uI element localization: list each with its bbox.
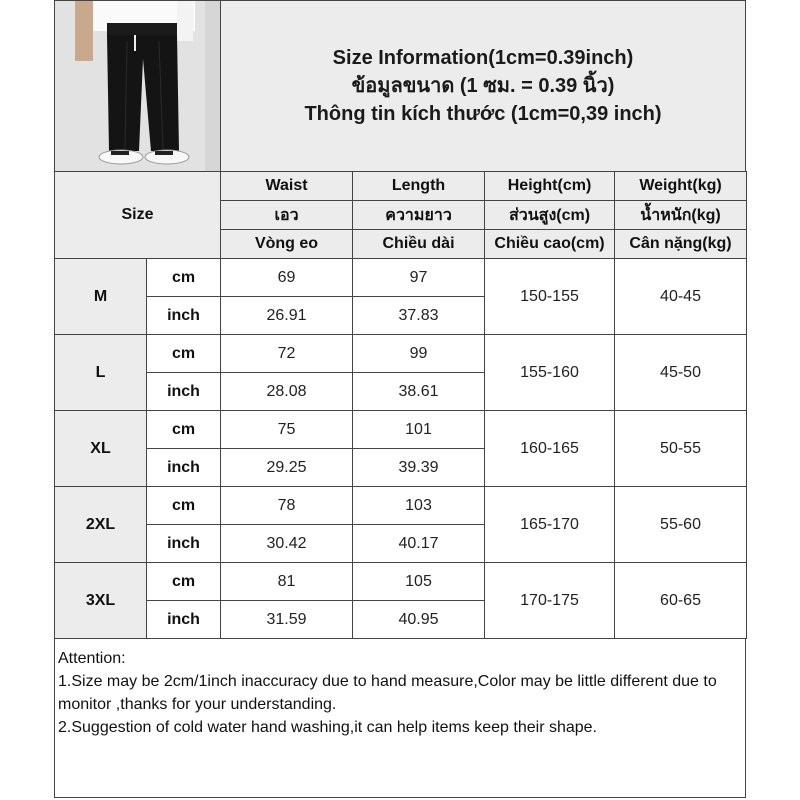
col-waist-vi: Vòng eo: [221, 230, 353, 259]
length-cm: 103: [353, 487, 485, 525]
length-cm: 105: [353, 563, 485, 601]
length-inch: 40.17: [353, 525, 485, 563]
col-height-vi: Chiều cao(cm): [485, 230, 615, 259]
col-weight-vi: Cân nặng(kg): [615, 230, 747, 259]
col-height-en: Height(cm): [485, 172, 615, 201]
weight-range: 60-65: [615, 563, 747, 639]
waist-inch: 31.59: [221, 601, 353, 639]
size-label: 2XL: [55, 487, 147, 563]
weight-range: 50-55: [615, 411, 747, 487]
height-range: 150-155: [485, 259, 615, 335]
notes-line-2: 2.Suggestion of cold water hand washing,it can help items keep their shape.: [58, 719, 597, 736]
waist-cm: 78: [221, 487, 353, 525]
length-cm: 97: [353, 259, 485, 297]
weight-range: 40-45: [615, 259, 747, 335]
unit-inch: inch: [147, 601, 221, 639]
unit-inch: inch: [147, 449, 221, 487]
unit-cm: cm: [147, 335, 221, 373]
model-photo-icon: [55, 1, 220, 171]
size-label: M: [55, 259, 147, 335]
size-label: XL: [55, 411, 147, 487]
col-weight-th: น้ำหนัก(kg): [615, 201, 747, 230]
size-label: L: [55, 335, 147, 411]
title-vietnamese: Thông tin kích thước (1cm=0,39 inch): [304, 103, 662, 125]
col-length-en: Length: [353, 172, 485, 201]
length-inch: 37.83: [353, 297, 485, 335]
col-length-th: ความยาว: [353, 201, 485, 230]
height-range: 170-175: [485, 563, 615, 639]
length-inch: 39.39: [353, 449, 485, 487]
unit-inch: inch: [147, 373, 221, 411]
size-label: 3XL: [55, 563, 147, 639]
title-english: Size Information(1cm=0.39inch): [332, 47, 634, 69]
col-waist-th: เอว: [221, 201, 353, 230]
col-weight-en: Weight(kg): [615, 172, 747, 201]
unit-inch: inch: [147, 525, 221, 563]
length-inch: 40.95: [353, 601, 485, 639]
weight-range: 55-60: [615, 487, 747, 563]
waist-inch: 26.91: [221, 297, 353, 335]
height-range: 155-160: [485, 335, 615, 411]
size-table: [54, 171, 747, 639]
length-inch: 38.61: [353, 373, 485, 411]
size-header: Size: [55, 172, 221, 259]
waist-cm: 72: [221, 335, 353, 373]
col-height-th: ส่วนสูง(cm): [485, 201, 615, 230]
weight-range: 45-50: [615, 335, 747, 411]
size-info-header: [221, 1, 745, 171]
waist-inch: 28.08: [221, 373, 353, 411]
height-range: 165-170: [485, 487, 615, 563]
unit-cm: cm: [147, 259, 221, 297]
unit-cm: cm: [147, 487, 221, 525]
attention-notes: [55, 644, 745, 742]
title-thai: ข้อมูลขนาด (1 ซม. = 0.39 นิ้ว): [351, 75, 615, 97]
col-waist-en: Waist: [221, 172, 353, 201]
unit-inch: inch: [147, 297, 221, 335]
length-cm: 99: [353, 335, 485, 373]
waist-cm: 75: [221, 411, 353, 449]
length-cm: 101: [353, 411, 485, 449]
waist-inch: 30.42: [221, 525, 353, 563]
waist-inch: 29.25: [221, 449, 353, 487]
notes-title: Attention:: [58, 650, 126, 667]
waist-cm: 81: [221, 563, 353, 601]
height-range: 160-165: [485, 411, 615, 487]
waist-cm: 69: [221, 259, 353, 297]
model-photo: [55, 1, 221, 171]
unit-cm: cm: [147, 411, 221, 449]
col-length-vi: Chiều dài: [353, 230, 485, 259]
notes-line-1: 1.Size may be 2cm/1inch inaccuracy due to hand measure,Color may be little different due to monitor ,thanks for your understanding.: [58, 673, 717, 713]
unit-cm: cm: [147, 563, 221, 601]
